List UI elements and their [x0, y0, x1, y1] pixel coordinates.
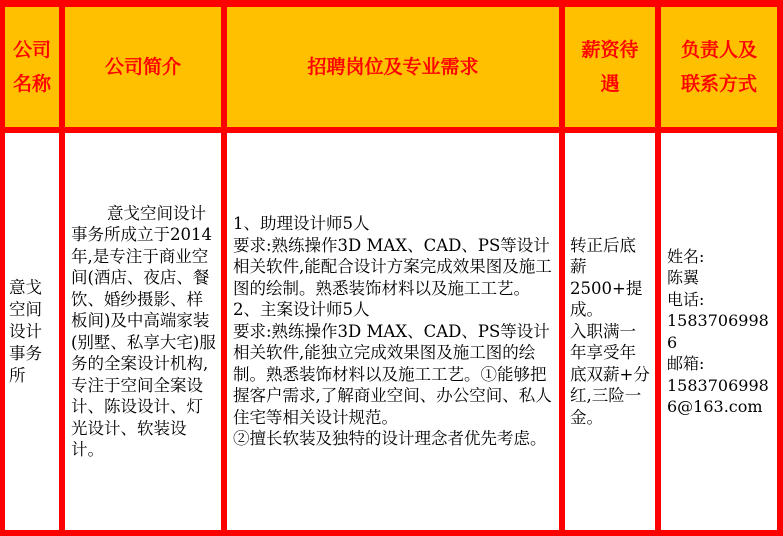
company-intro-text: 意戈空间设计事务所成立于2014年,是专注于商业空间(酒店、夜店、餐饮、婚纱摄影、样板间)及中高端家装(别墅、私享大宅)服务的全案设计机构,专注于空间全案设计、陈设设计、灯光设计、软装设计。	[71, 203, 216, 459]
salary-cell	[565, 133, 655, 530]
header-salary: 薪资待 遇	[565, 7, 655, 127]
company-intro-cell	[65, 133, 221, 530]
contact-text: 姓名: 陈翼 电话: 15837069986 邮箱: 15837069986@163.com	[667, 246, 769, 416]
positions-cell	[227, 133, 559, 530]
salary-text: 转正后底薪2500+提成。 入职满一年享受年底双薪+分红,三险一金。	[570, 235, 650, 427]
header-contact: 负责人及 联系方式	[661, 7, 777, 127]
header-positions: 招聘岗位及专业需求	[227, 7, 559, 127]
header-company-name: 公司 名称	[5, 7, 59, 127]
company-name-cell: 意戈 空间 设计 事务 所	[5, 133, 59, 530]
contact-cell	[661, 133, 777, 530]
header-company-intro: 公司简介	[65, 7, 221, 127]
positions-text: 1、助理设计师5人 要求:熟练操作3D MAX、CAD、PS等设计相关软件,能配合设计方案完成效果图及施工图的绘制。熟悉装饰材料以及施工工艺。 2、主案设计师5人 要求:熟练操作3D MAX、CAD、PS等设计相关软件,能独立完成效果图及施工图的绘制。熟悉装饰材料以及施工工艺。①能够把握客户需求,了解商业空间、办公空间、私人住宅等相关设计规范。 ②擅长软装及独特的设计理念者优先考虑。	[233, 214, 552, 449]
